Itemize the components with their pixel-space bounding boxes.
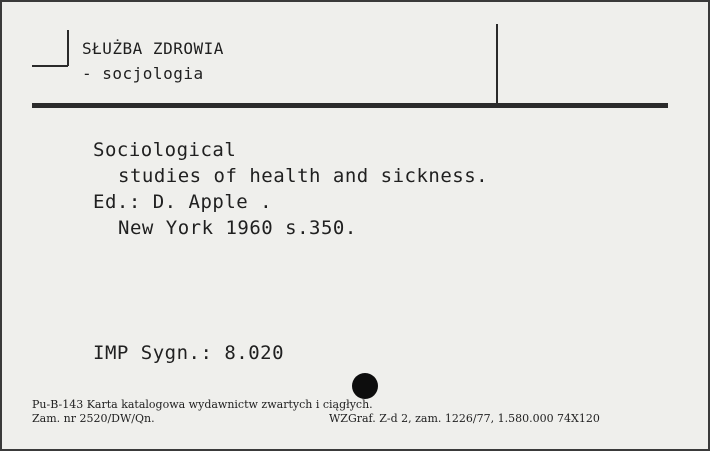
imprint-line: New York 1960 s.350. (118, 217, 357, 239)
heading-separator-rule (32, 103, 668, 108)
heading-right-rule (496, 24, 498, 104)
footer-form-line: Pu-B-143 Karta katalogowa wydawnictw zwartych i ciągłych. (32, 398, 373, 411)
call-number: IMP Sygn.: 8.020 (93, 342, 285, 364)
editor-line: Ed.: D. Apple . (93, 191, 273, 213)
punch-hole (352, 373, 378, 399)
title-line-2: studies of health and sickness. (118, 165, 489, 187)
heading-left-rule (67, 30, 69, 66)
subject-heading: SŁUŻBA ZDROWIA (82, 39, 224, 58)
heading-indent-rule (32, 65, 68, 67)
footer-order-line: Zam. nr 2520/DW/Qn. (32, 412, 155, 425)
footer-printer-line: WZGraf. Z-d 2, zam. 1226/77, 1.580.000 74X120 (329, 412, 600, 425)
title-line-1: Sociological (93, 139, 237, 161)
subject-subdivision: - socjologia (82, 64, 204, 83)
